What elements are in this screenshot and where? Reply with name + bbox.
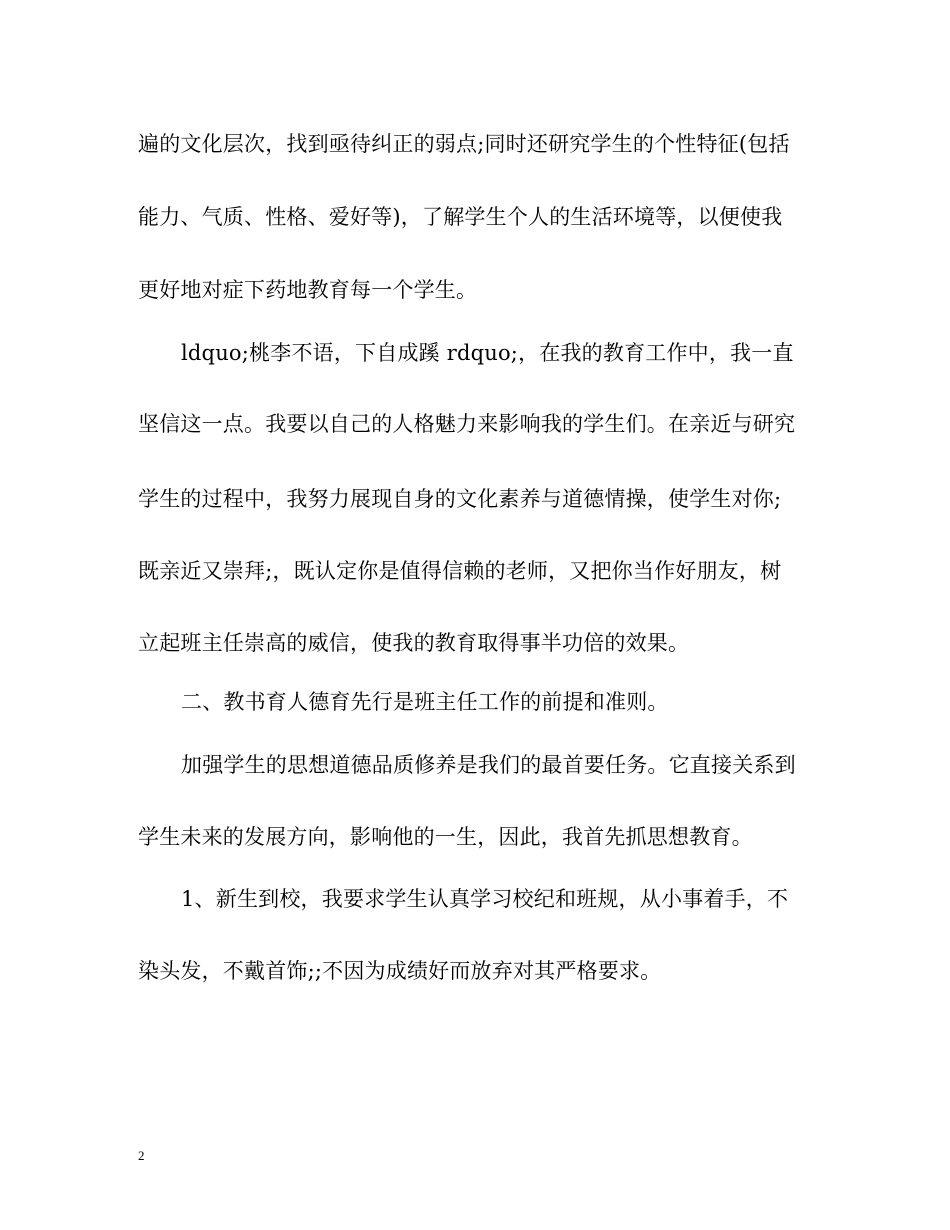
text-line: 立起班主任崇高的威信，使我的教育取得事半功倍的效果。	[138, 631, 690, 655]
page-number: 2	[138, 1148, 145, 1163]
text-line: 更好地对症下药地教育每一个学生。	[138, 278, 478, 302]
text-line: ldquo;桃李不语，下自成蹊 rdquo;，在我的教育工作中，我一直	[181, 341, 794, 365]
text-line: 能力、气质、性格、爱好等)，了解学生个人的生活环境等，以便使我	[138, 205, 783, 229]
text-line: 学生的过程中，我努力展现自身的文化素养与道德情操，使学生对你;	[138, 487, 782, 511]
text-line: 加强学生的思想道德品质修养是我们的最首要任务。它直接关系到	[181, 753, 796, 777]
text-line: 遍的文化层次，找到亟待纠正的弱点;同时还研究学生的个性特征(包括	[138, 132, 790, 156]
text-line: 既亲近又崇拜;，既认定你是值得信赖的老师，又把你当作好朋友，树	[138, 559, 782, 583]
text-line: 学生未来的发展方向，影响他的一生，因此，我首先抓思想教育。	[138, 825, 753, 849]
text-line: 染头发，不戴首饰;;不因为成绩好而放弃对其严格要求。	[138, 959, 662, 983]
text-line: 1、新生到校，我要求学生认真学习校纪和班规，从小事着手，不	[181, 887, 789, 911]
text-line: 坚信这一点。我要以自己的人格魅力来影响我的学生们。在亲近与研究	[138, 412, 796, 436]
section-heading: 二、教书育人德育先行是班主任工作的前提和准则。	[181, 690, 669, 714]
